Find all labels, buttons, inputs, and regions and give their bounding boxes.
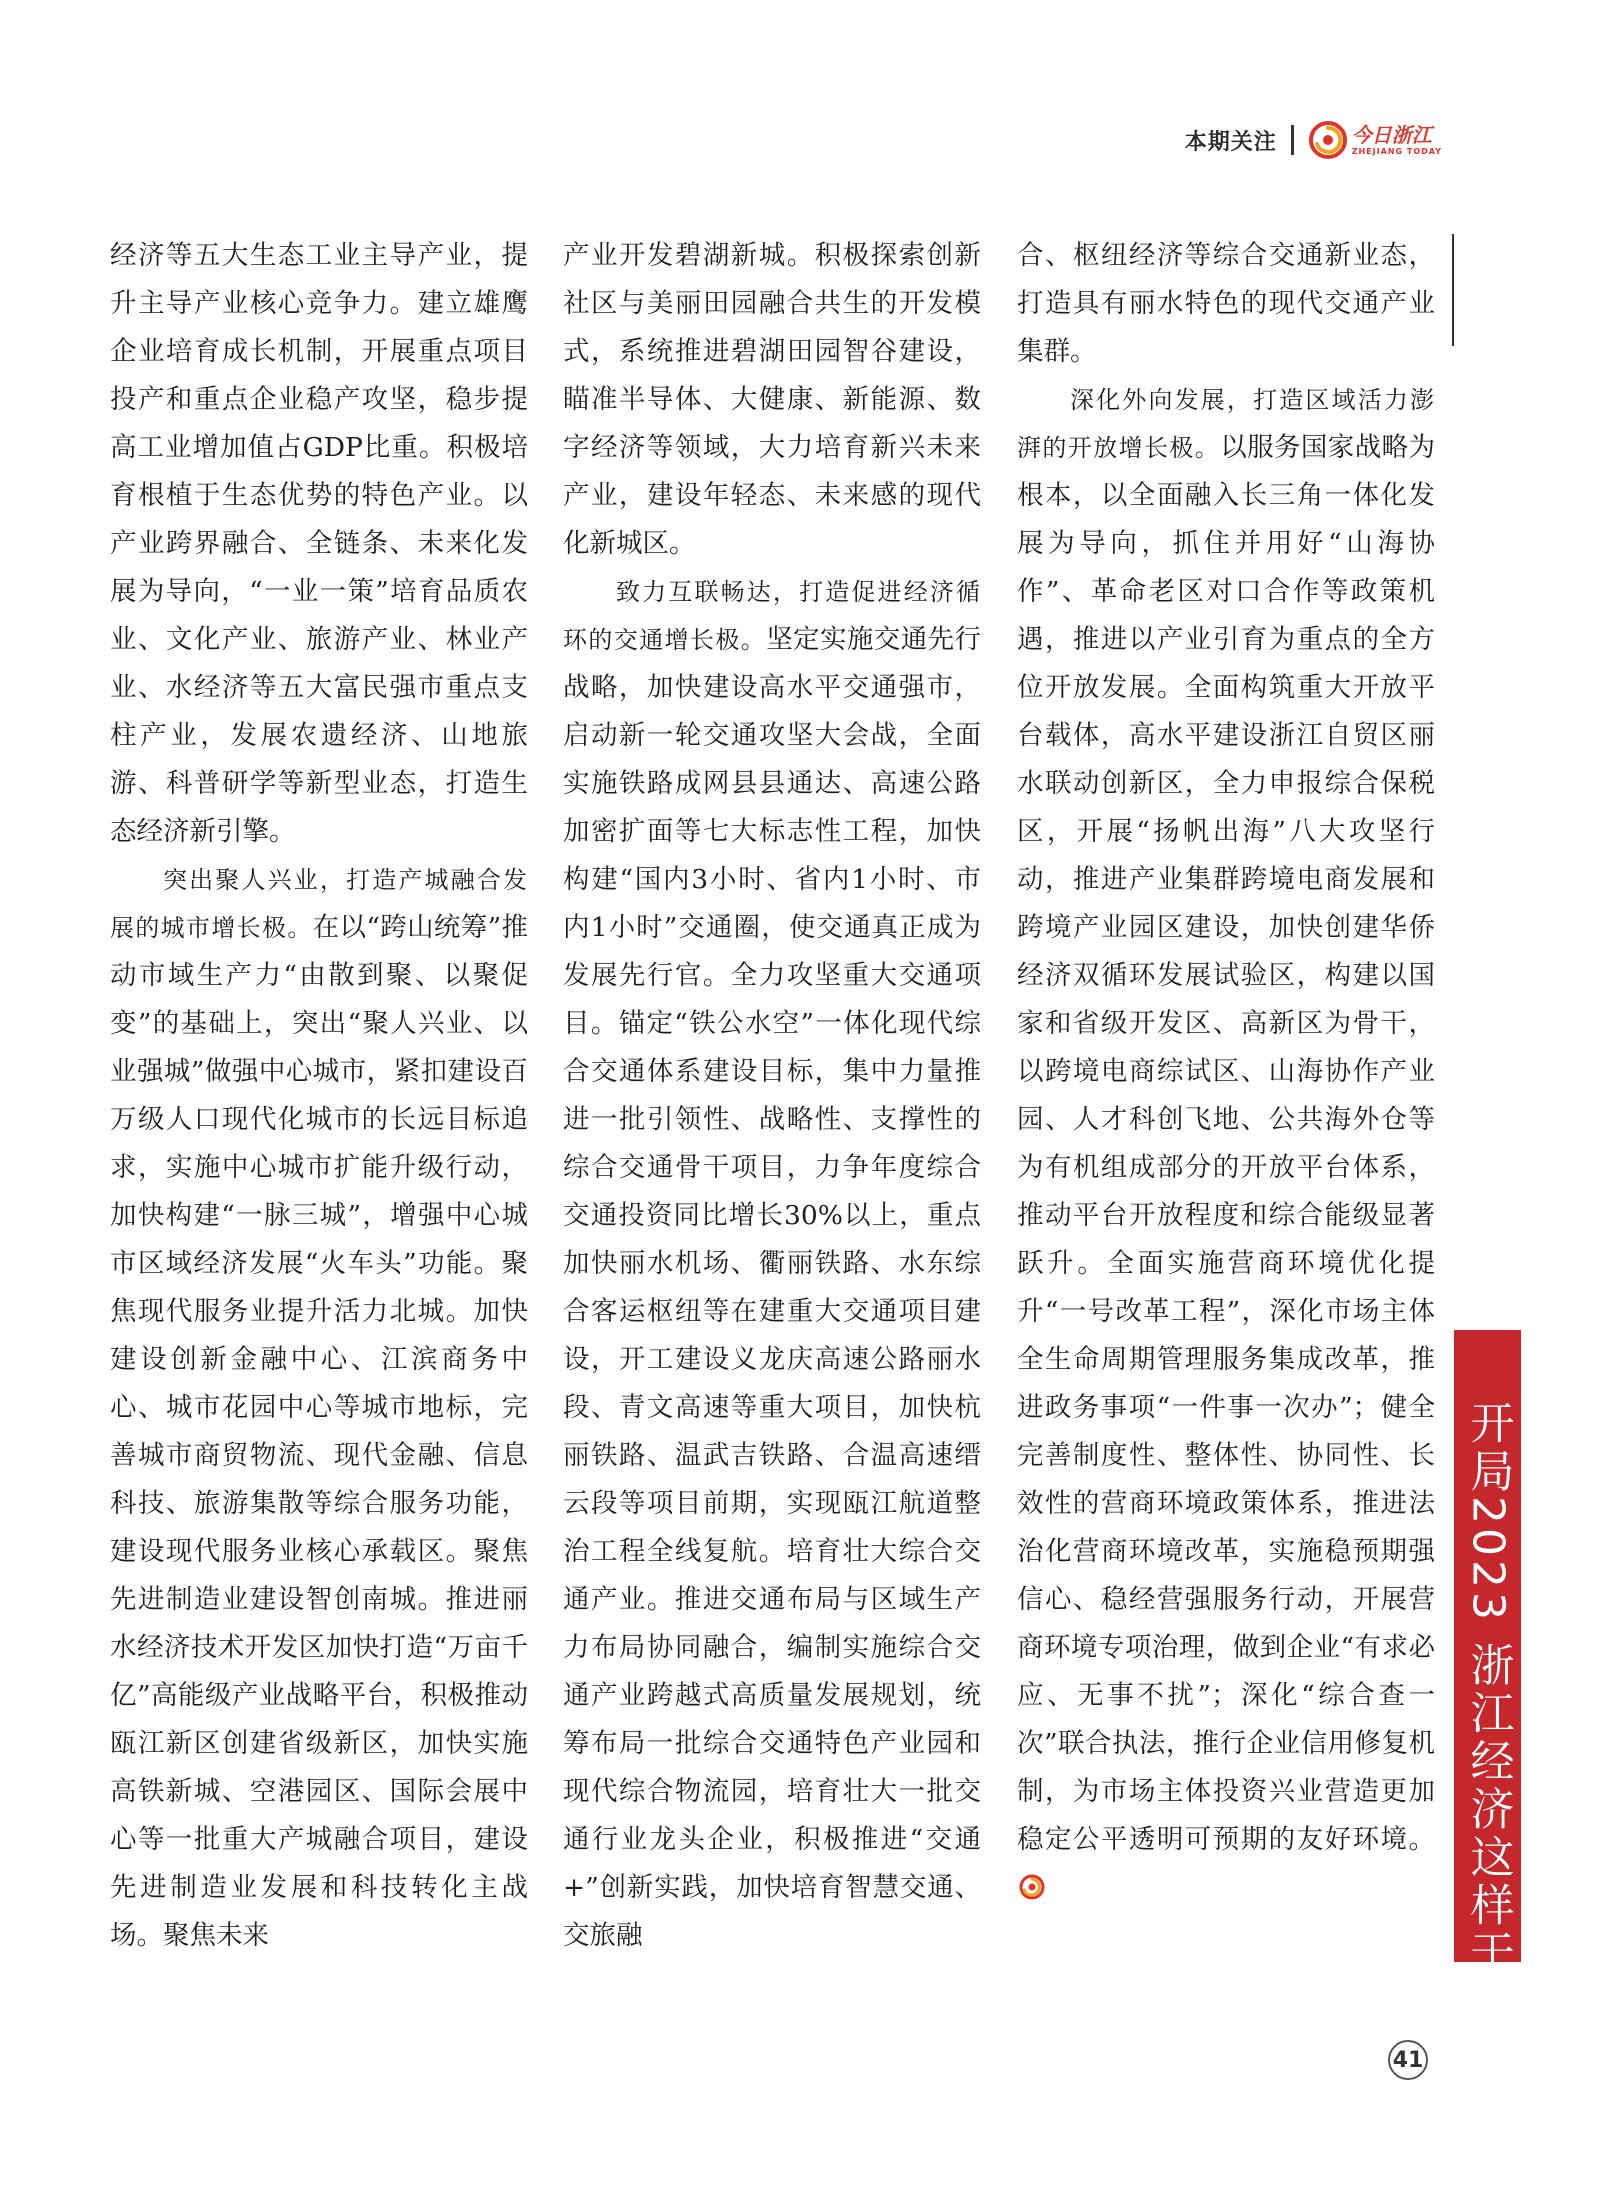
paragraph-body: 坚定实施交通先行战略，加快建设高水平交通强市，启动新一轮交通攻坚大会战，全面实施铁路成网县县通达、高速公路加密扩面等七大标志性工程，加快构建“国内3小时、省内1小时、市内1小时”交通圈，使交通真正成为发展先行官。全力攻坚重大交通项目。锚定“铁公水空”一体化现代综合交通体系建设目标，集中力量推进一批引领性、战略性、支撑性的综合交通骨干项目，力争年度综合交通投资同比增长30%以上，重点加快丽水机场、衢丽铁路、水东综合客运枢纽等在建重大交通项目建设，开工建设义龙庆高速公路丽水段、青文高速等重大项目，加快杭丽铁路、温武吉铁路、合温高速缙云段等项目前期，实现瓯江航道整治工程全线复航。培育壮大综合交通产业。推进交通布局与区域生产力布局协同融合，编制实施综合交通产业跨越式高质量发展规划，统筹布局一批综合交通特色产业园和现代综合物流园，培育壮大一批交通行业龙头企业，积极推进“交通+”创新实践，加快培育智慧交通、交旅融 xyxy=(563,624,982,1951)
paragraph xyxy=(563,568,981,1960)
paragraph: 合、枢纽经济等综合交通新业态，打造具有丽水特色的现代交通产业集群。 xyxy=(1017,240,1435,367)
article-column-3 xyxy=(1017,232,1435,1912)
paragraph-body: 以服务国家战略为根本，以全面融入长三角一体化发展为导向，抓住并用好“山海协作”、革命老区对口合作等政策机遇，推进以产业引育为重点的全方位开放发展。全面构筑重大开放平台载体，高水平建设浙江自贸区丽水联动创新区，全力申报综合保税区，开展“扬帆出海”八大攻坚行动，推进产业集群跨境电商发展和跨境产业园区建设，加快创建华侨经济双循环发展试验区，构建以国家和省级开发区、高新区为骨干，以跨境电商综试区、山海协作产业园、人才科创飞地、公共海外仓等为有机组成部分的开放平台体系，推动平台开放程度和综合能级显著跃升。全面实施营商环境优化提升“一号改革工程”，深化市场主体全生命周期管理服务集成改革，推进政务事项“一件事一次办”；健全完善制度性、整体性、协同性、长效性的营商环境政策体系，推进法治化营商环境改革，实施稳预期强信心、稳经营强服务行动，开展营商环境专项治理，做到企业“有求必应、无事不扰”；深化“综合查一次”联合执法，推行企业信用修复机制，为市场主体投资兴业营造更加稳定公平透明可预期的友好环境。 xyxy=(1017,432,1436,1855)
article-column-1 xyxy=(110,232,528,1960)
paragraph: 产业开发碧湖新城。积极探索创新社区与美丽田园融合共生的开发模式，系统推进碧湖田园智谷建设，瞄准半导体、大健康、新能源、数字经济等领域，大力培育新兴未来产业，建设年轻态、未来感的现代化新城区。 xyxy=(563,240,981,559)
side-banner xyxy=(1454,1330,1521,1978)
end-mark-icon xyxy=(1019,1874,1045,1900)
paragraph: 经济等五大生态工业主导产业，提升主导产业核心竞争力。建立雄鹰企业培育成长机制，开展重点项目投产和重点企业稳产攻坚，稳步提高工业增加值占GDP比重。积极培育根植于生态优势的特色产业。以产业跨界融合、全链条、未来化发展为导向，“一业一策”培育品质农业、文化产业、旅游产业、林业产业、水经济等五大富民强市重点支柱产业，发展农遗经济、山地旅游、科普研学等新型业态，打造生态经济新引擎。 xyxy=(110,240,528,847)
section-lead: 致力互联畅达，打造促进经济循环的交通增长极。 xyxy=(563,578,981,654)
article-column-2 xyxy=(563,232,981,1960)
paragraph xyxy=(110,856,528,1960)
logo-swirl-icon xyxy=(1308,120,1348,160)
magazine-logo xyxy=(1308,120,1442,160)
page-header xyxy=(1185,116,1442,164)
paragraph-body: 在以“跨山统筹”推动市域生产力“由散到聚、以聚促变”的基础上，突出“聚人兴业、以业强城”做强中心城市，紧扣建设百万级人口现代化城市的长远目标追求，实施中心城市扩能升级行动，加快构建“一脉三城”，增强中心城市区域经济发展“火车头”功能。聚焦现代服务业提升活力北城。加快建设创新金融中心、江滨商务中心、城市花园中心等城市地标，完善城市商贸物流、现代金融、信息科技、旅游集散等综合服务功能，建设现代服务业核心承载区。聚焦先进制造业建设智创南城。推进丽水经济技术开发区加快打造“万亩千亿”高能级产业战略平台，积极推动瓯江新区创建省级新区，加快实施高铁新城、空港园区、国际会展中心等一批重大产城融合项目，建设先进制造业发展和科技转化主战场。聚焦未来 xyxy=(110,912,528,1951)
logo-english-text: ZHEJIANG TODAY xyxy=(1351,146,1442,156)
page-number: 41 xyxy=(1388,2040,1428,2080)
side-banner-text: 开局2023 浙江经济这样干 xyxy=(1462,1400,1514,1978)
header-divider xyxy=(1291,125,1294,155)
column-rule xyxy=(1452,234,1454,346)
section-lead: 深化外向发展，打造区域活力澎湃的开放增长极。 xyxy=(1017,386,1435,462)
paragraph xyxy=(1017,376,1435,1912)
logo-chinese-text: 今日浙江 xyxy=(1351,122,1432,147)
section-lead: 突出聚人兴业，打造产城融合发展的城市增长极。 xyxy=(110,866,528,942)
section-label: 本期关注 xyxy=(1184,129,1277,155)
